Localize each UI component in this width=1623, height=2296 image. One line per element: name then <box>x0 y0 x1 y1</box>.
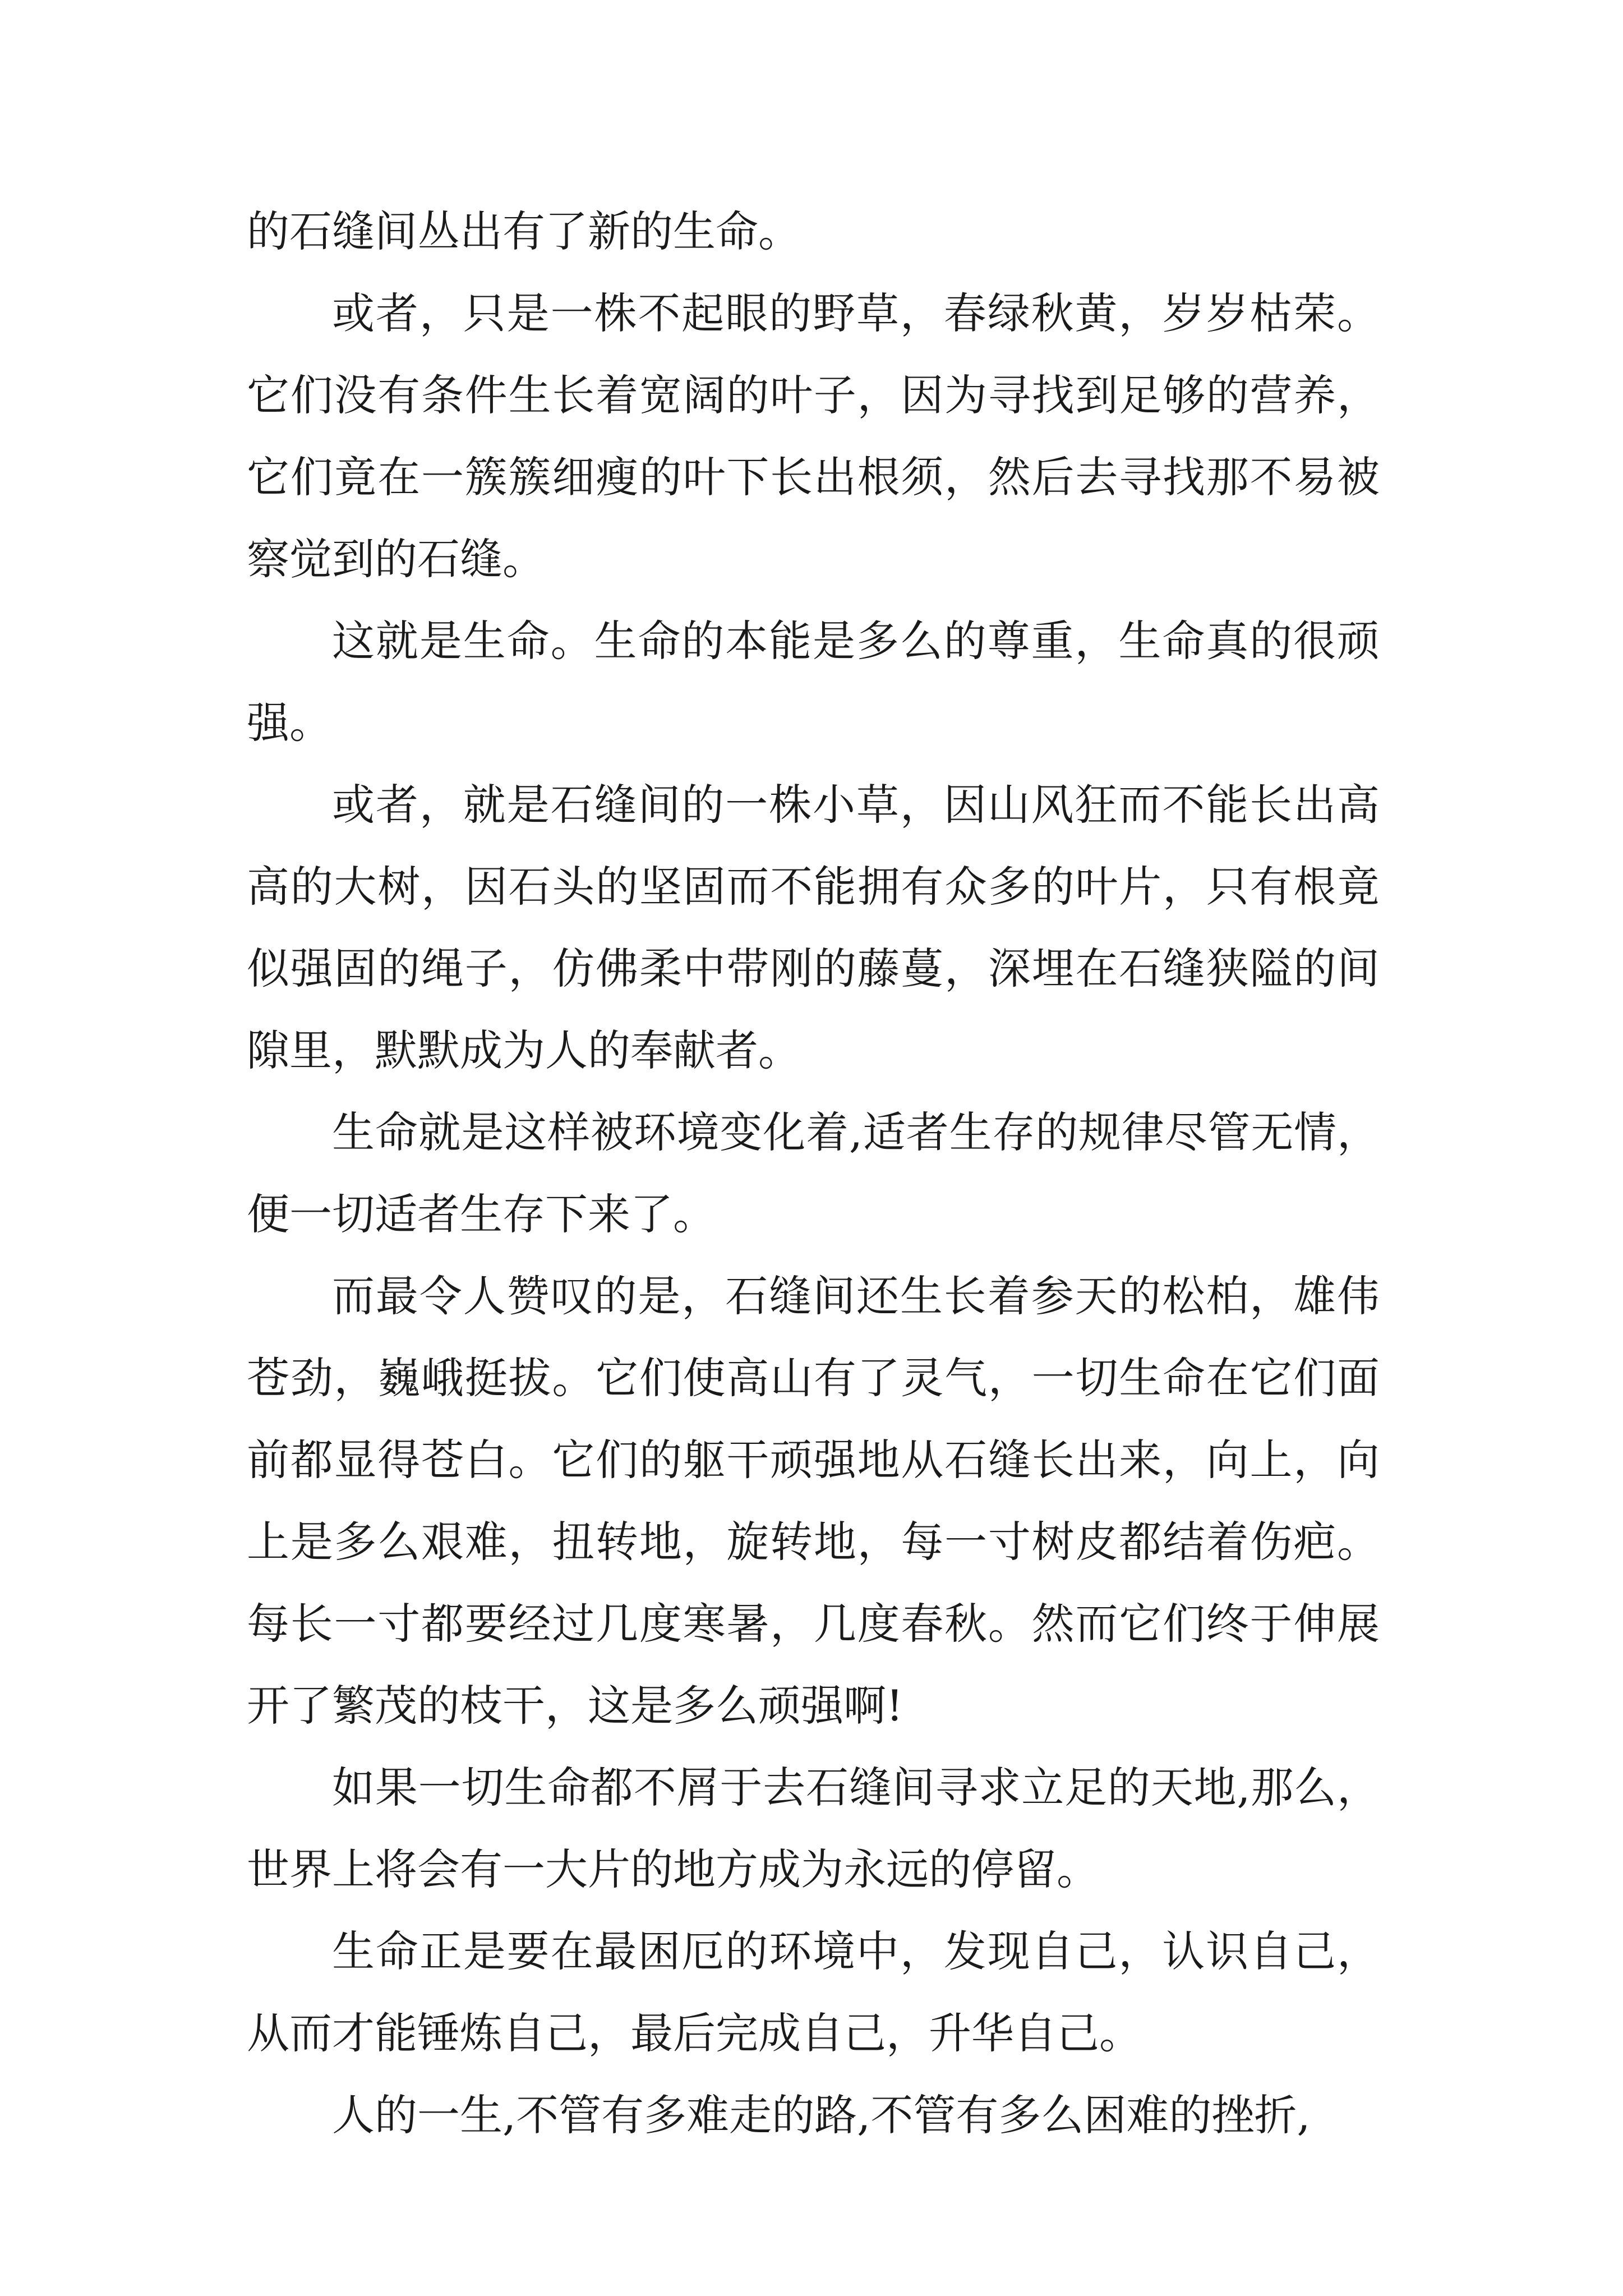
paragraph: 或者，只是一株不起眼的野草，春绿秋黄，岁岁枯荣。它们没有条件生长着宽阔的叶子，因为寻找到足够的营养，它们竟在一簇簇细瘦的叶下长出根须，然后去寻找那不易被察觉到的石缝。 <box>247 288 1380 584</box>
paragraph: 的石缝间丛出有了新的生命。 <box>247 206 801 256</box>
paragraph: 生命正是要在最困厄的环境中，发现自己，认识自己，从而才能锤炼自己，最后完成自己，升华自己。 <box>247 1926 1380 2058</box>
paragraph: 或者，就是石缝间的一株小草，因山风狂而不能长出高高的大树，因石头的坚固而不能拥有众多的叶片，只有根竟似强固的绳子，仿佛柔中带刚的藤蔓，深埋在石缝狭隘的间隙里，默默成为人的奉献者。 <box>247 780 1380 1075</box>
paragraph: 这就是生命。生命的本能是多么的尊重，生命真的很顽强。 <box>247 616 1380 748</box>
paragraph: 如果一切生命都不屑于去石缝间寻求立足的天地,那么，世界上将会有一大片的地方成为永远的停留。 <box>247 1763 1380 1894</box>
paragraph: 生命就是这样被环境变化着,适者生存的规律尽管无情，便一切适者生存下来了。 <box>247 1107 1380 1239</box>
body-text <box>247 191 1380 2156</box>
paragraph: 人的一生,不管有多难走的路,不管有多么困难的挫折, <box>332 2090 1311 2140</box>
paragraph: 而最令人赞叹的是，石缝间还生长着参天的松柏，雄伟苍劲，巍峨挺拔。它们使高山有了灵气，一切生命在它们面前都显得苍白。它们的躯干顽强地从石缝长出来，向上，向上是多么艰难，扭转地，旋转地，每一寸树皮都结着伤疤。每长一寸都要经过几度寒暑，几度春秋。然而它们终于伸展开了繁茂的枝干，这是多么顽强啊! <box>247 1271 1380 1731</box>
